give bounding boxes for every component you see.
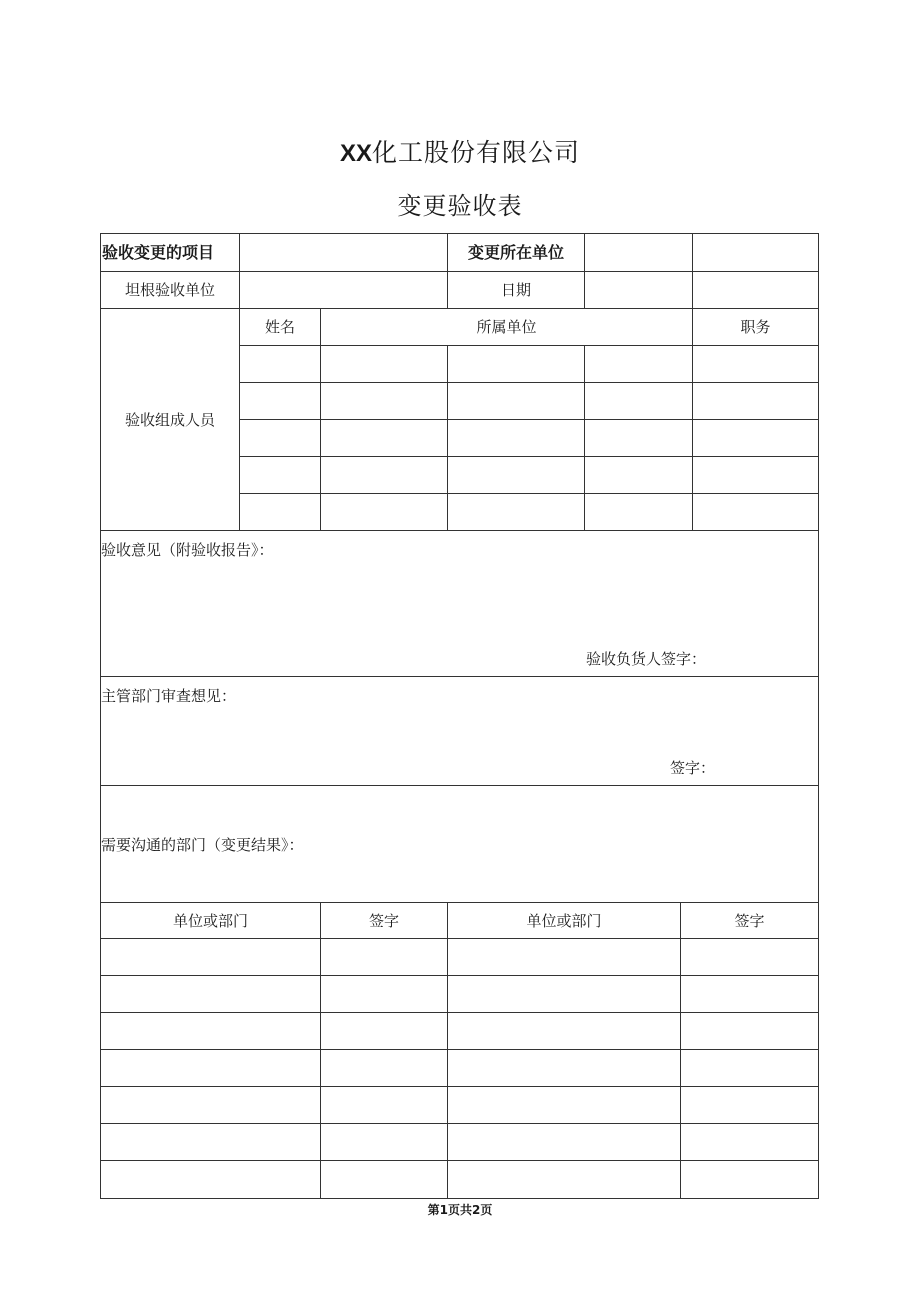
team-col-name: 姓名 — [264, 318, 295, 336]
communication-label: 需要沟通的部门（变更结果》： — [101, 836, 304, 854]
unit-label: 变更所在单位 — [467, 243, 564, 262]
review-input[interactable] — [101, 707, 817, 752]
date-input-extra[interactable] — [694, 273, 817, 307]
dept-col-sign-1: 签字 — [368, 912, 399, 930]
unit-input-extra[interactable] — [694, 235, 817, 270]
team-col-unit: 所属单位 — [476, 318, 537, 336]
acceptance-unit-label: 坦根验收单位 — [124, 281, 215, 299]
team-col-title: 职务 — [740, 318, 771, 336]
team-label: 验收组成人员 — [124, 411, 215, 429]
company-name-text: 化工股份有限公司 — [372, 138, 581, 167]
opinion-sign-label: 验收负货人签字： — [586, 650, 707, 668]
item-label: 验收变更的项目 — [102, 243, 215, 262]
communication-input[interactable] — [101, 858, 817, 900]
unit-input[interactable] — [586, 235, 691, 270]
date-label: 日期 — [500, 281, 531, 299]
review-sign-label: 签字： — [670, 759, 716, 777]
dept-col-sign-2: 签字 — [734, 912, 765, 930]
dept-col-unit-2: 单位或部门 — [526, 912, 602, 930]
item-input[interactable] — [241, 235, 446, 270]
dept-col-unit-1: 单位或部门 — [172, 912, 248, 930]
opinion-input[interactable] — [101, 561, 817, 641]
opinion-label: 验收意见（附验收报告》： — [101, 541, 274, 559]
review-label: 主管部门审查想见： — [101, 687, 237, 705]
page-footer: 第1页共2页 — [427, 1203, 493, 1217]
acceptance-unit-input[interactable] — [241, 273, 446, 307]
form-title: 变更验收表 — [397, 192, 523, 220]
company-prefix: XX — [339, 140, 372, 167]
date-input[interactable] — [586, 273, 691, 307]
